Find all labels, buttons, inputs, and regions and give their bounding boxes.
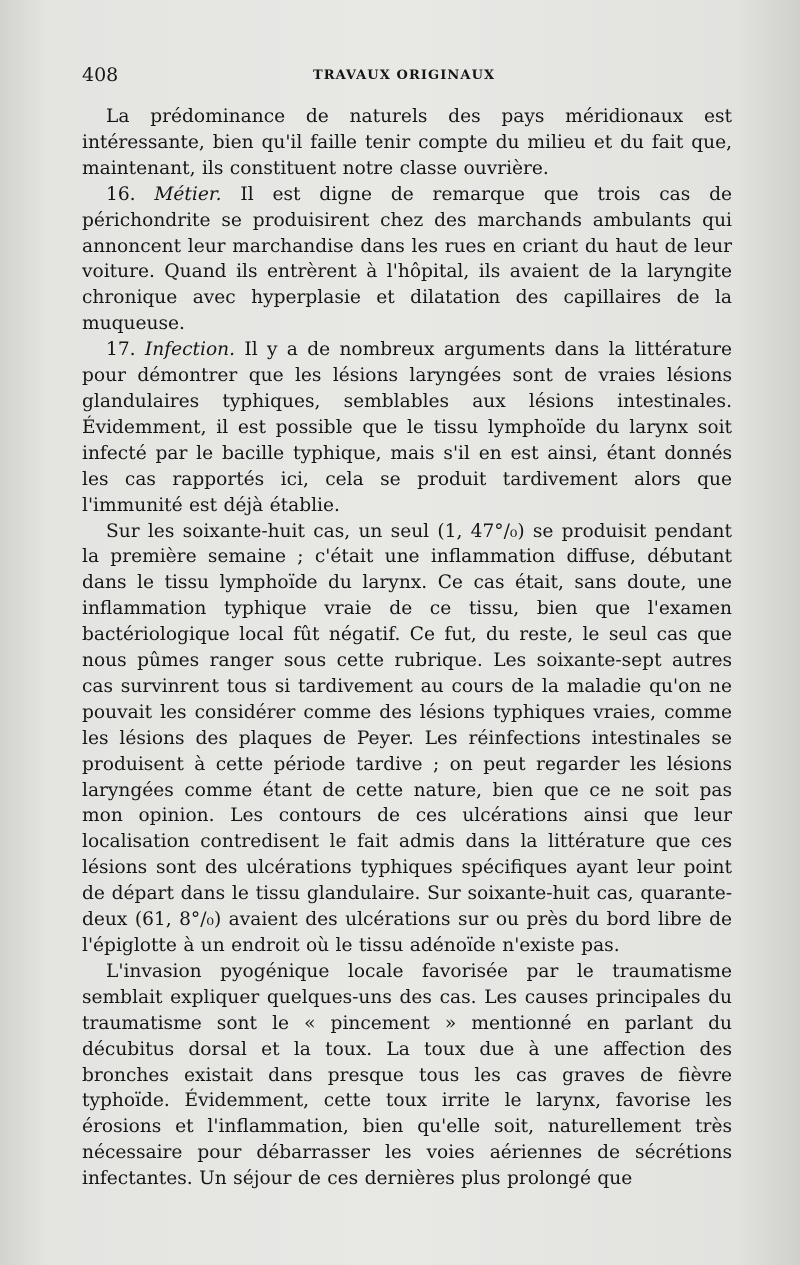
section-label: Infection.: [144, 339, 236, 361]
section-number: 16.: [106, 183, 155, 205]
paragraph-statistics: [82, 519, 732, 959]
paragraph-infection: [82, 337, 732, 518]
paragraph-text: L'invasion pyogénique locale favorisée par le traumatisme semblait expliquer quelques-uns des cas. Les causes principales du traumatisme sont le « pincement » mentionné en parlant du décubitus dorsal et la toux. La toux due à une affection des bronches existait dans presque tous les cas graves de fièvre typhoïde. Évidemment, cette toux irrite le larynx, favorise les érosions et l'inflammation, bien qu'elle soit, naturellement très nécessaire pour débarrasser les voies aériennes de sécrétions infectantes. Un séjour de ces dernières plus prolongé que: [82, 960, 732, 1190]
paragraph-metier: [82, 182, 732, 337]
paragraph-origins: [82, 104, 732, 182]
paragraph-text: La prédominance de naturels des pays méridionaux est intéressante, bien qu'il faille tenir compte du milieu et du fait que, maintenant, ils constituent notre classe ouvrière.: [82, 106, 732, 179]
page-header: [82, 62, 732, 88]
section-number: 17.: [106, 339, 145, 361]
paragraph-text: Sur les soixante-huit cas, un seul (1, 47°/₀) se produisit pendant la première semaine ; c'était une inflammation diffuse, débutant dans le tissu lymphoïde du larynx. Ce cas était, sans doute, une inflammation typhique vraie de ce tissu, bien que l'examen bactériologique local fût négatif. Ce fut, du reste, le seul cas que nous pûmes ranger sous cette rubrique. Les soixante-sept autres cas survinrent tous si tardivement au cours de la maladie qu'on ne pouvait les considérer comme des lésions typhiques vraies, comme les lésions des plaques de Peyer. Les réinfections intestinales se produisent à cette période tardive ; on peut regarder les lésions laryngées comme étant de cette nature, bien que ce ne soit pas mon opinion. Les contours de ces ulcérations ainsi que leur localisation contredisent le fait admis dans la littérature que ces lésions sont des ulcérations typhiques spécifiques ayant leur point de départ dans le tissu glandulaire. Sur soixante-huit cas, quarante-deux (61, 8°/₀) avaient des ulcérations sur ou près du bord libre de l'épiglotte à un endroit où le tissu adénoïde n'existe pas.: [82, 520, 732, 956]
body-text: [82, 104, 732, 1192]
running-title: TRAVAUX ORIGINAUX: [313, 68, 496, 83]
page-number: 408: [82, 64, 119, 86]
section-label: Métier.: [154, 183, 222, 205]
paragraph-text: Il est digne de remarque que trois cas de périchondrite se produisirent chez des marchands ambulants qui annoncent leur marchandise dans les rues en criant du haut de leur voiture. Quand ils entrèrent à l'hôpital, ils avaient de la laryngite chronique avec hyperplasie et dilatation des capillaires de la muqueuse.: [82, 183, 732, 335]
paragraph-text: Il y a de nombreux arguments dans la littérature pour démontrer que les lésions laryngées sont de vraies lésions glandulaires typhiques, semblables aux lésions intestinales. Évidemment, il est possible que le tissu lymphoïde du larynx soit infecté par le bacille typhique, mais s'il en est ainsi, étant donnés les cas rapportés ici, cela se produit tardivement alors que l'immunité est déjà établie.: [82, 339, 732, 516]
paragraph-trauma: [82, 959, 732, 1192]
